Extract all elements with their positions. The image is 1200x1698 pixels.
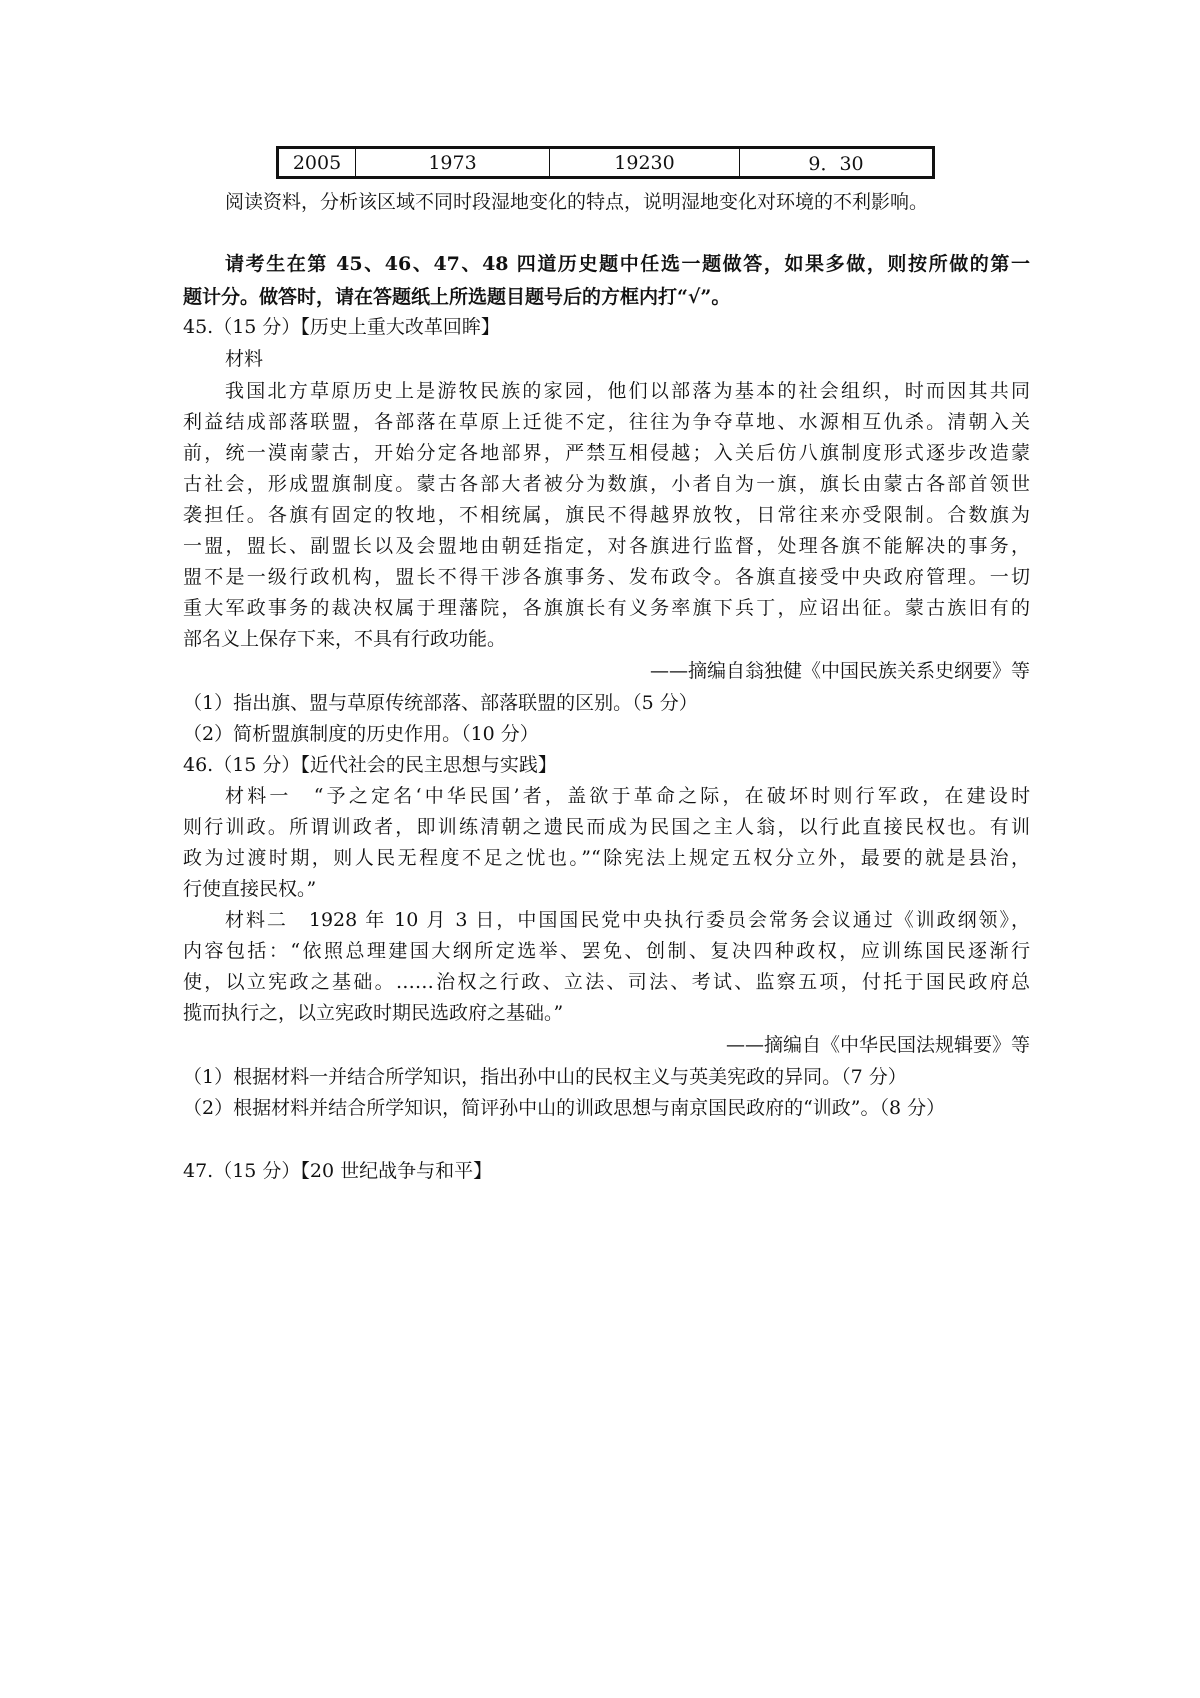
wetland-data-table [276, 146, 935, 179]
q46-material2-line: 材料二 1928 年 10 月 3 日，中国国民党中央执行委员会常务会议通过《训政纲领》， [225, 909, 1030, 931]
q46-source: ——摘编自《中华民国法规辑要》等 [725, 1034, 1030, 1056]
q45-text-line: 我国北方草原历史上是游牧民族的家园，他们以部落为基本的社会组织，时而因其共同 [225, 380, 1030, 402]
table-cell: 9．30 [740, 148, 934, 178]
q45-text-line: 古社会，形成盟旗制度。蒙古各部大者被分为数旗，小者自为一旗，旗长由蒙古各部首领世 [183, 473, 1030, 495]
table-cell: 1973 [356, 148, 550, 178]
q46-material1-line: 行使直接民权。” [183, 878, 317, 900]
q46-subquestion-2: （2）根据材料并结合所学知识，简评孙中山的训政思想与南京国民政府的“训政”。（8 分） [183, 1097, 946, 1119]
q46-material1-line: 政为过渡时期，则人民无程度不足之忧也。”“除宪法上规定五权分立外，最要的就是县治， [183, 847, 1030, 869]
q45-text-line: 盟不是一级行政机构，盟长不得干涉各旗事务、发布政令。各旗直接受中央政府管理。一切 [183, 566, 1030, 588]
q45-text-line: 重大军政事务的裁决权属于理藩院，各旗旗长有义务率旗下兵丁，应诏出征。蒙古族旧有的 [183, 597, 1030, 619]
instruction-line-2: 题计分。做答时，请在答题纸上所选题目题号后的方框内打“√”。 [183, 286, 731, 308]
q45-text-line: 利益结成部落联盟，各部落在草原上迁徙不定，往往为争夺草地、水源相互仇杀。清朝入关 [183, 411, 1030, 433]
q45-subquestion-2: （2）简析盟旗制度的历史作用。（10 分） [183, 723, 539, 745]
q46-material2-line: 揽而执行之，以立宪政时期民选政府之基础。” [183, 1002, 564, 1024]
q45-subquestion-1: （1）指出旗、盟与草原传统部落、部落联盟的区别。（5 分） [183, 692, 698, 714]
q45-text-line: 一盟，盟长、副盟长以及会盟地由朝廷指定，对各旗进行监督，处理各旗不能解决的事务， [183, 535, 1030, 557]
q45-heading: 45.（15 分）【历史上重大改革回眸】 [183, 316, 500, 338]
q45-source: ——摘编自翁独健《中国民族关系史纲要》等 [649, 660, 1030, 682]
q46-subquestion-1: （1）根据材料一并结合所学知识，指出孙中山的民权主义与英美宪政的异同。（7 分） [183, 1066, 907, 1088]
q45-material-label: 材料 [225, 348, 264, 370]
q46-heading: 46.（15 分）【近代社会的民主思想与实践】 [183, 754, 557, 776]
q47-heading: 47.（15 分）【20 世纪战争与和平】 [183, 1160, 493, 1182]
q45-text-line: 前，统一漠南蒙古，开始分定各地部界，严禁互相侵越；入关后仿八旗制度形式逐步改造蒙 [183, 442, 1030, 464]
instruction-line-1: 请考生在第 45、46、47、48 四道历史题中任选一题做答，如果多做，则按所做的第一 [225, 253, 1030, 275]
q46-material2-line: 内容包括：“依照总理建国大纲所定选举、罢免、创制、复决四种政权，应训练国民逐渐行 [183, 940, 1030, 962]
table-cell-year: 2005 [278, 148, 356, 178]
table-row [278, 148, 934, 178]
q46-material1-line: 则行训政。所谓训政者，即训练清朝之遗民而成为民国之主人翁，以行此直接民权也。有训 [183, 816, 1030, 838]
q45-text-line: 袭担任。各旗有固定的牧地，不相统属，旗民不得越界放牧，日常往来亦受限制。合数旗为 [183, 504, 1030, 526]
q46-material1-line: 材料一 “予之定名‘中华民国’者，盖欲于革命之际，在破坏时则行军政，在建设时 [225, 785, 1030, 807]
table-cell: 19230 [550, 148, 740, 178]
q46-material2-line: 使，以立宪政之基础。……治权之行政、立法、司法、考试、监察五项，付托于国民政府总 [183, 971, 1030, 993]
q45-text-line: 部名义上保存下来，不具有行政功能。 [183, 628, 507, 650]
geo-question: 阅读资料，分析该区域不同时段湿地变化的特点，说明湿地变化对环境的不利影响。 [225, 191, 929, 213]
